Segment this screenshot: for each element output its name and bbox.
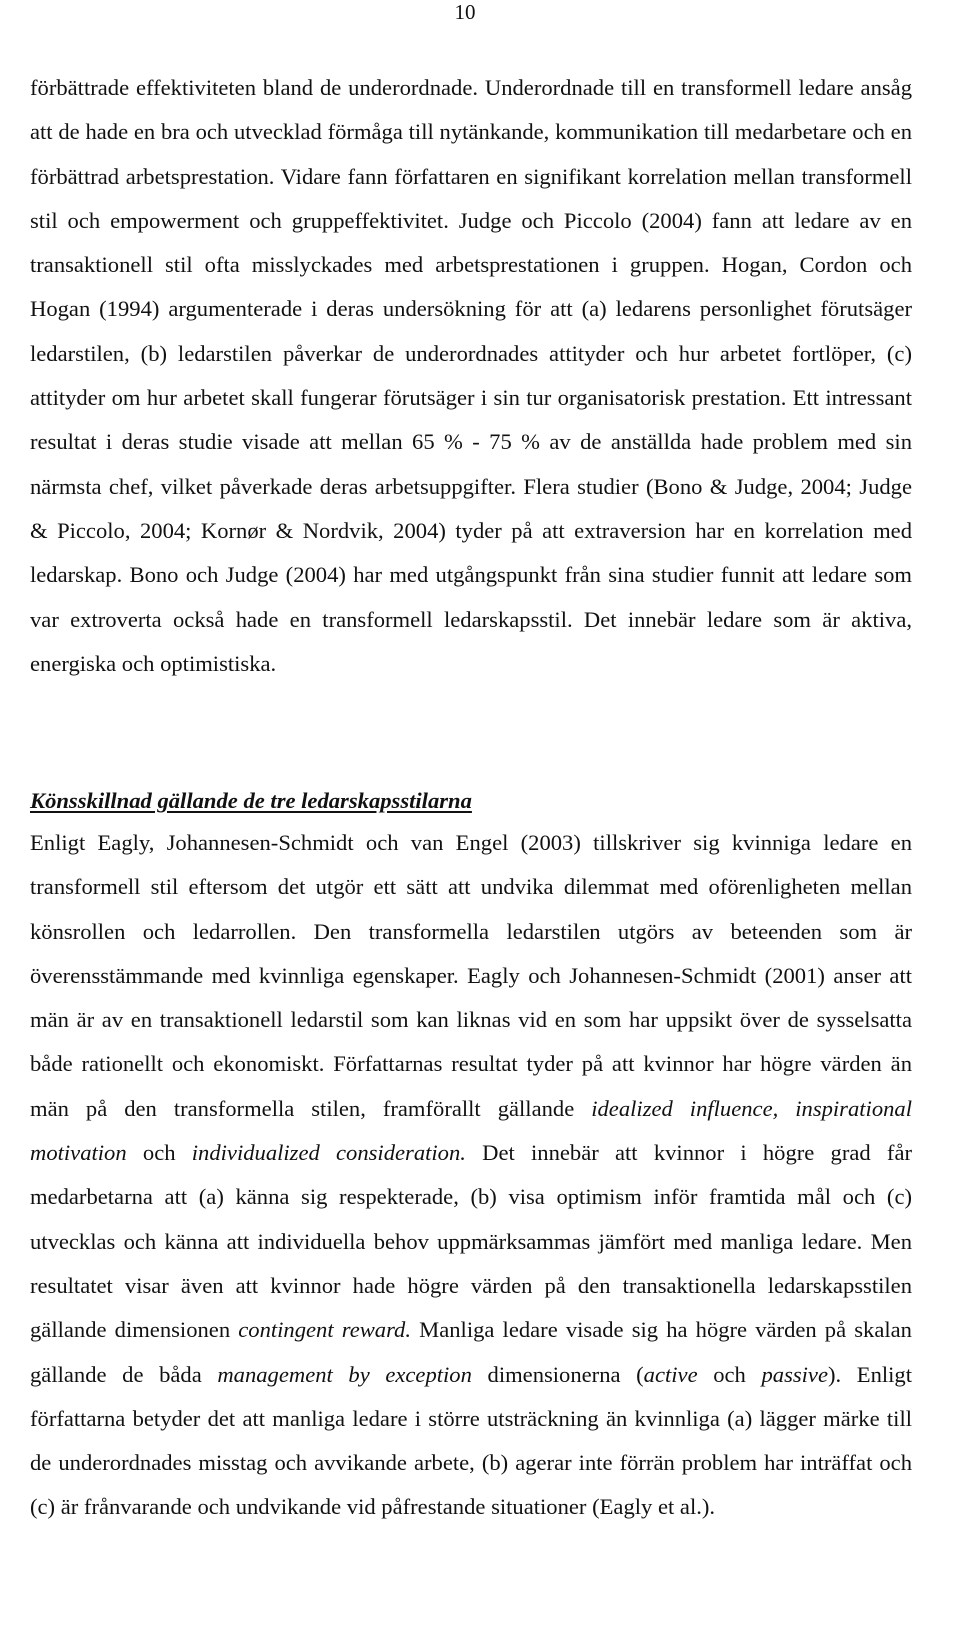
paragraph-2: [30, 821, 912, 1530]
paragraph-2-emphasis-5: active: [643, 1361, 698, 1387]
paragraph-2-text-6: och: [697, 1361, 762, 1387]
paragraph-2-text-2: och: [126, 1140, 192, 1166]
paragraph-2-emphasis-2: individualized consideration.: [191, 1140, 466, 1166]
paragraph-2-text-3: Det innebär att kvinnor i högre grad får medarbetarna att (a) känna sig respekterade, (b) visa optimism inför framtida mål och (c) utvecklas och känna att individuella behov uppmärksammas jämfört med manliga ledare. Men resultatet visar även att kvinnor hade högre värden på den transaktionella ledarskapsstilen gällande dimensionen: [30, 1140, 912, 1343]
paragraph-1: förbättrade effektiviteten bland de underordnade. Underordnade till en transformell ledare ansåg att de hade en bra och utvecklad förmåga till nytänkande, kommunikation till medarbetare och en förbättrad arbetsprestation. Vidare fann författaren en signifikant korrelation mellan transformell stil och empowerment och gruppeffektivitet. Judge och Piccolo (2004) fann att ledare av en transaktionell stil ofta misslyckades med arbetsprestationen i gruppen. Hogan, Cordon och Hogan (1994) argumenterade i deras undersökning för att (a) ledarens personlighet förutsäger ledarstilen, (b) ledarstilen påverkar de underordnades attityder och hur arbetet fortlöper, (c) attityder om hur arbetet skall fungerar förutsäger i sin tur organisatorisk prestation. Ett intressant resultat i deras studie visade att mellan 65 % - 75 % av de anställda hade problem med sin närmsta chef, vilket påverkade deras arbetsuppgifter. Flera studier (Bono & Judge, 2004; Judge & Piccolo, 2004; Kornør & Nordvik, 2004) tyder på att extraversion har en korrelation med ledarskap. Bono och Judge (2004) har med utgångspunkt från sina studier funnit att ledare som var extroverta också hade en transformell ledarskapsstil. Det innebär ledare som är aktiva, energiska och optimistiska.: [30, 75, 912, 676]
page-number: 10: [454, 0, 476, 24]
paragraph-2-emphasis-6: passive: [761, 1361, 828, 1387]
paragraph-2-emphasis-3: contingent reward.: [238, 1317, 411, 1343]
paragraph-2-text-7: ). Enligt författarna betyder det att manliga ledare i större utsträckning än kvinnliga (a) lägger märke till de underordnades misstag och avvikande arbete, (b) agerar inte förrän problem har inträffat och (c) är frånvarande och undvikande vid påfrestande situationer (Eagly et al.).: [30, 1361, 912, 1520]
paragraph-2-emphasis-1: idealized influence, inspirational motivation: [30, 1095, 912, 1166]
paragraph-2-text-4: Manliga ledare visade sig ha högre värden på skalan gällande de båda: [30, 1317, 912, 1387]
section-heading: Könsskillnad gällande de tre ledarskapsstilarna: [30, 788, 472, 813]
paragraph-2-emphasis-4: management by exception: [217, 1361, 472, 1387]
paragraph-2-text-5: dimensionerna (: [471, 1361, 644, 1387]
paragraph-2-text-1: Enligt Eagly, Johannesen-Schmidt och van Engel (2003) tillskriver sig kvinniga ledare en transformell stil eftersom det utgör ett sätt att undvika dilemmat med oförenligheten mellan könsrollen och ledarrollen. Den transformella ledarstilen utgörs av beteenden som är överensstämmande med kvinnliga egenskaper. Eagly och Johannesen-Schmidt (2001) anser att män är av en transaktionell ledarstil som kan liknas vid en som har uppsikt över de sysselsatta både rationellt och ekonomiskt. Författarnas resultat tyder på att kvinnor har högre värden än män på den transformella stilen, framförallt gällande: [30, 830, 912, 1121]
